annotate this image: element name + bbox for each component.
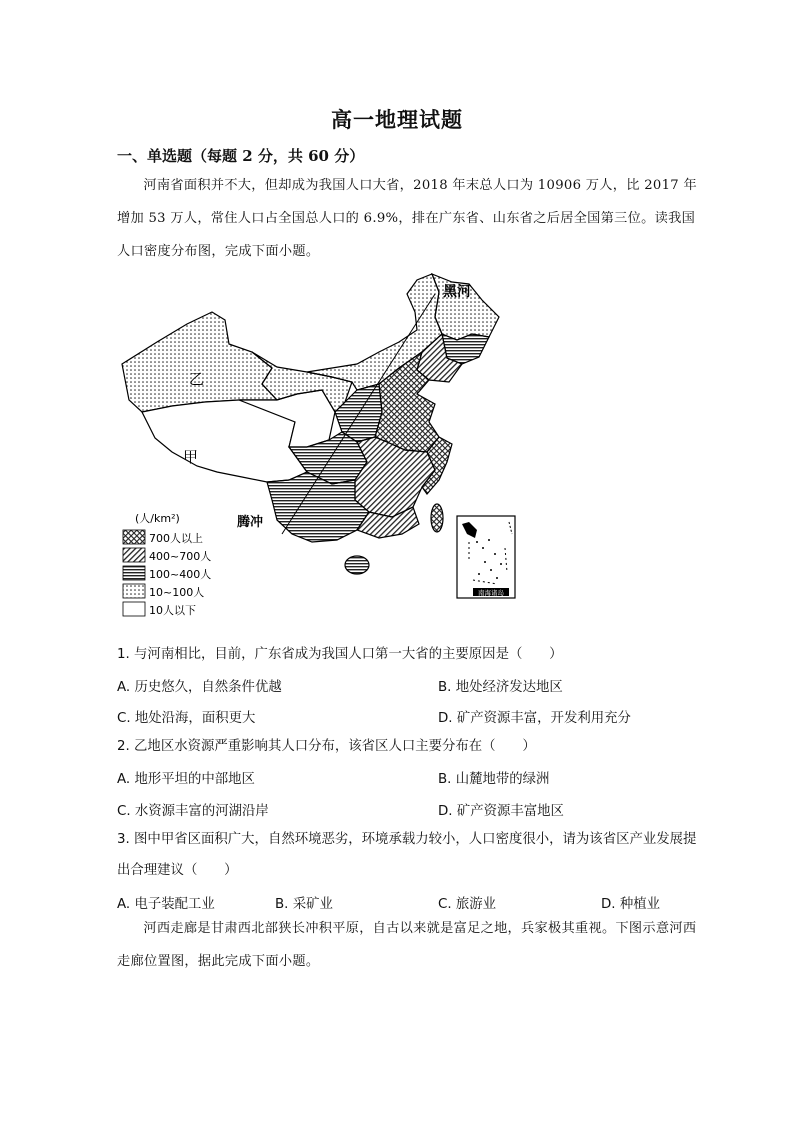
label-heihe: 黑河 <box>443 284 471 300</box>
map-legend <box>123 512 211 617</box>
question-2-option-a[interactable]: A. 地形平坦的中部地区 <box>117 772 255 787</box>
question-1-option-c[interactable]: C. 地处沿海，面积更大 <box>117 711 256 726</box>
question-3-option-b[interactable]: B. 采矿业 <box>275 897 333 912</box>
question-1-option-a[interactable]: A. 历史悠久，自然条件优越 <box>117 680 282 695</box>
question-3-option-a[interactable]: A. 电子装配工业 <box>117 897 215 912</box>
outro-paragraph: 河西走廊是甘肃西北部狭长冲积平原，自古以来就是富足之地，兵家极其重视。下图示意河西走廊位置图，据此完成下面小题。 <box>117 921 697 969</box>
label-tengchong: 腾冲 <box>237 515 264 530</box>
page-title: 高一地理试题 <box>331 107 463 132</box>
question-2-stem: 2. 乙地区水资源严重影响其人口分布，该省区人口主要分布在（ ） <box>117 739 536 754</box>
legend-item: 10人以下 <box>149 604 196 617</box>
legend-item: 100~400人 <box>149 568 212 581</box>
question-2-option-c[interactable]: C. 水资源丰富的河湖沿岸 <box>117 804 269 819</box>
question-2-option-b[interactable]: B. 山麓地带的绿洲 <box>438 772 550 787</box>
question-3-option-d[interactable]: D. 种植业 <box>601 897 660 912</box>
region-taiwan <box>431 504 443 532</box>
intro-paragraph: 河南省面积并不大，但却成为我国人口大省，2018 年末总人口为 10906 万人，比 2017 年增加 53 万人，常住人口占全国总人口的 6.9%，排在广东省、山东省之后居全国第三位。读我国人口密度分布图，完成下面小题。 <box>117 178 697 259</box>
question-2-option-d[interactable]: D. 矿产资源丰富地区 <box>438 804 564 819</box>
question-3-stem: 3. 图中甲省区面积广大，自然环境恶劣，环境承载力较小，人口密度很小，请为该省区产业发展提出合理建议（ ） <box>117 832 697 878</box>
question-1-stem: 1. 与河南相比，目前，广东省成为我国人口第一大省的主要原因是（ ） <box>117 647 563 662</box>
question-1-option-d[interactable]: D. 矿产资源丰富，开发利用充分 <box>438 711 631 726</box>
question-1-option-b[interactable]: B. 地处经济发达地区 <box>438 680 563 695</box>
region-hainan <box>345 556 369 574</box>
legend-item: 700人以上 <box>149 532 203 545</box>
south-china-sea-inset <box>457 516 515 598</box>
label-inset: 南海诸岛 <box>478 589 504 597</box>
label-yi: 乙 <box>189 370 205 388</box>
legend-unit: (人/km²) <box>135 512 180 525</box>
label-jia: 甲 <box>183 448 199 466</box>
question-3-option-c[interactable]: C. 旅游业 <box>438 897 497 912</box>
legend-item: 400~700人 <box>149 550 212 563</box>
population-density-map <box>117 272 527 624</box>
section-heading: 一、单选题（每题 2 分，共 60 分） <box>117 147 365 165</box>
legend-item: 10~100人 <box>149 586 205 599</box>
region-southwest <box>267 472 369 542</box>
region-xinjiang <box>122 312 277 412</box>
